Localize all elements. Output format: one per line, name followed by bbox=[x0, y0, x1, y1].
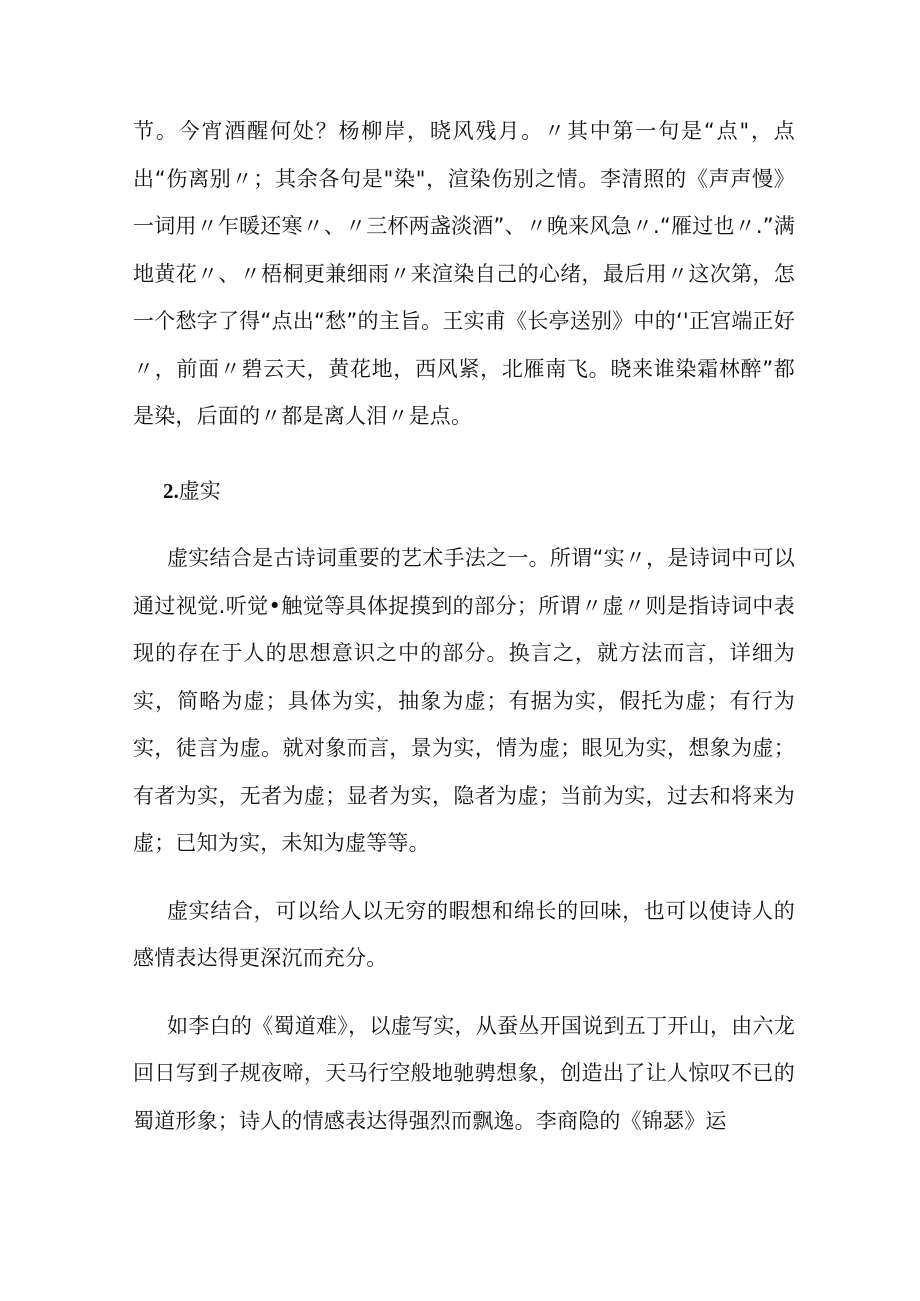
spacer bbox=[133, 868, 795, 888]
paragraph-xu-shi-definition: 虚实结合是古诗词重要的艺术手法之一。所谓“实〃，是诗词中可以通过视觉.听觉•触觉等具体捉摸到的部分；所谓〃虚〃则是指诗词中表现的存在于人的思想意识之中的部分。换言之，就方法而言，详细为实，简略为虚；具体为实，抽象为虚；有据为实，假托为虚；有行为实，徒言为虚。就对象而言，景为实，情为虚；眼见为实，想象为虚；有者为实，无者为虚；显者为实，隐者为虚；当前为实，过去和将来为虚；已知为实，未知为虚等等。 bbox=[133, 546, 795, 855]
paragraph-dian-ran: 节。今宵酒醒何处？杨柳岸，晓风残月。〃其中第一句是“点"，点出“伤离别〃；其余各句是"染"，渲染伤别之情。李清照的《声声慢》一词用〃乍暖还寒〃、〃三杯两盏淡酒”、〃晚来风急〃.“雁过也〃.”满地黄花〃、〃梧桐更兼细雨〃来渲染自己的心绪，最后用〃这次第，怎一个愁字了得“点出“愁”的主旨。王实甫《长亭送别》中的‘'正宫端正好〃，前面〃碧云天，黄花地，西风紧，北雁南飞。晓来谁染霜林醉”都是染，后面的〃都是离人泪〃是点。 bbox=[133, 119, 795, 428]
paragraph-xu-shi-effect: 虚实结合，可以给人以无穷的暇想和绵长的回味，也可以使诗人的感情表达得更深沉而充分。 bbox=[133, 898, 795, 970]
section-number: 2. bbox=[163, 478, 179, 503]
spacer bbox=[133, 983, 795, 1003]
section-title: 虚实 bbox=[178, 478, 221, 503]
paragraph-xu-shi-example: 如李白的《蜀道难》，以虚写实，从蚕丛开国说到五丁开山，由六龙回日写到子规夜啼，天马行空般地驰骋想象，创造出了让人惊叹不已的蜀道形象；诗人的情感表达得强烈而飘逸。李商隐的《锦瑟》运 bbox=[133, 1013, 795, 1133]
document-page bbox=[133, 108, 795, 1145]
section-heading-xu-shi bbox=[133, 468, 795, 516]
spacer bbox=[133, 441, 795, 468]
spacer bbox=[133, 515, 795, 535]
